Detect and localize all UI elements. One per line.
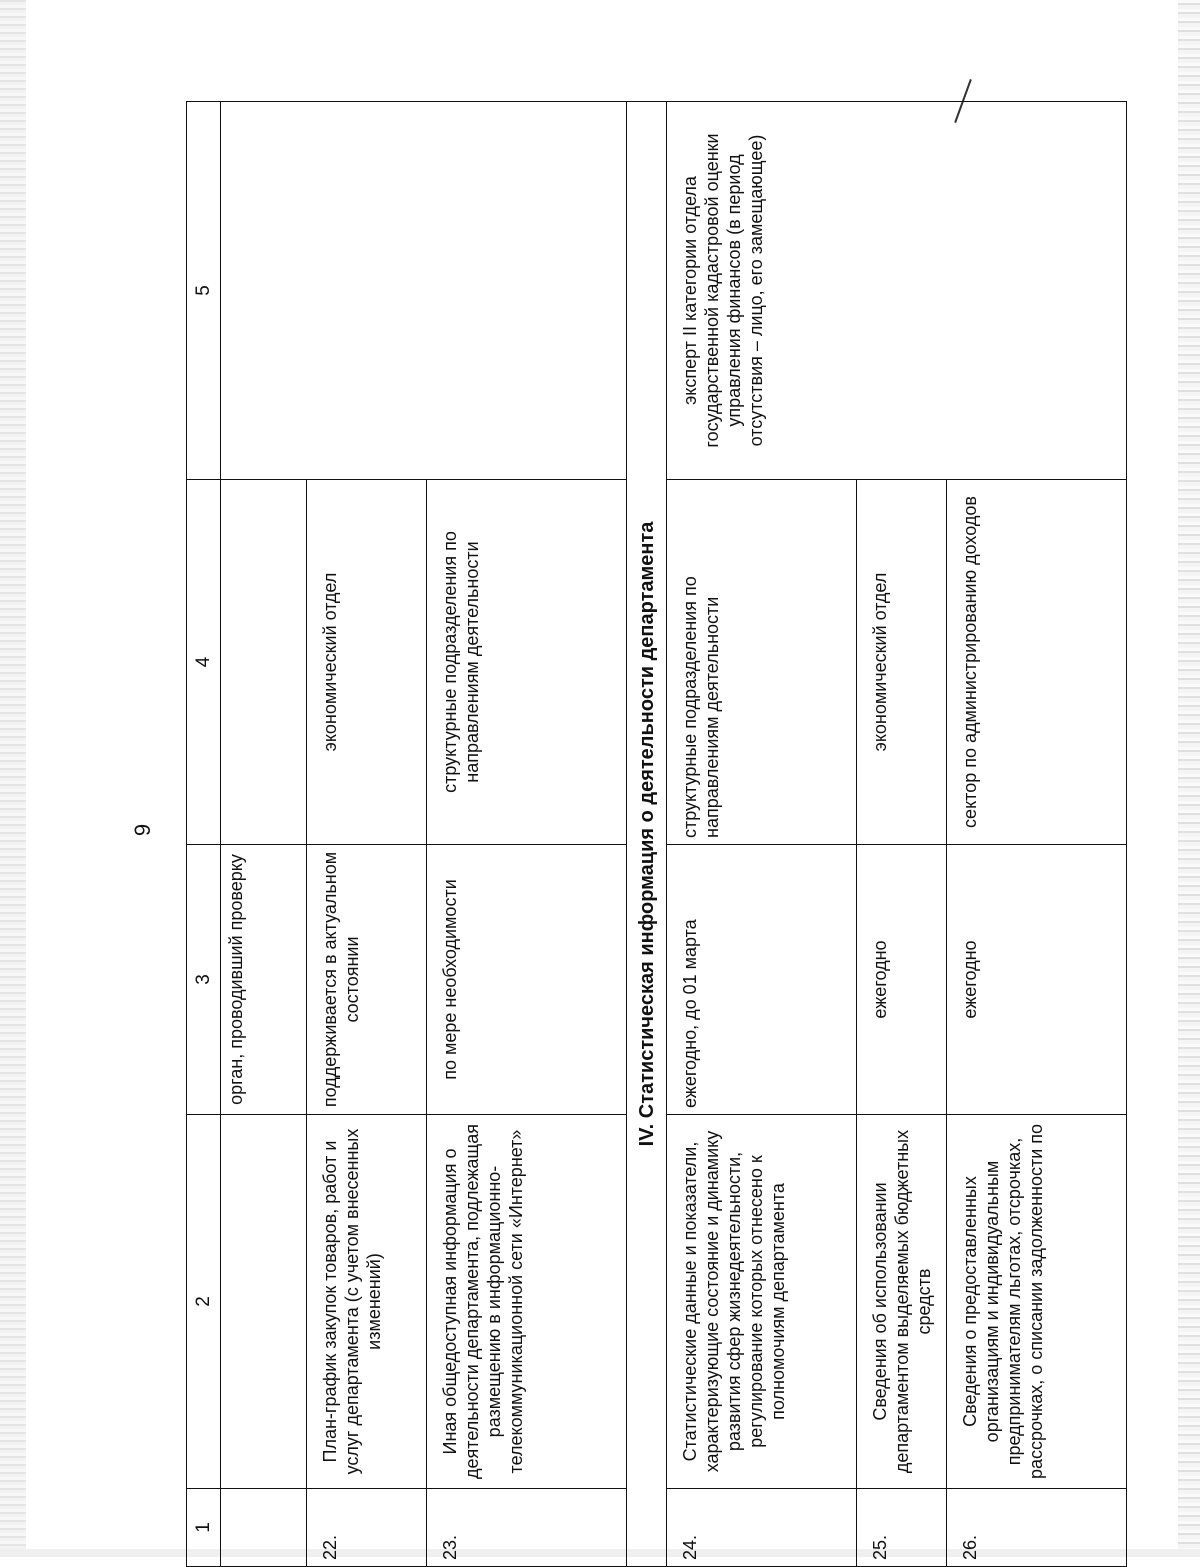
row-number: 24. (667, 1489, 857, 1567)
header-col-1: 1 (187, 1489, 221, 1567)
row-period: ежегодно (857, 845, 947, 1115)
continued-name-cell (221, 1115, 307, 1489)
row-period: поддерживается в актуальном состоянии (307, 845, 427, 1115)
header-col-4: 4 (187, 480, 221, 845)
row-number: 26. (947, 1489, 1127, 1567)
row-name: Иная общедоступная информация о деятельности департамента, подлежащая размещению в информационно-телекоммуникационной сети «Интернет» (427, 1115, 627, 1489)
row-number: 22. (307, 1489, 427, 1567)
header-row (187, 102, 221, 1567)
section-header-row (627, 102, 667, 1567)
rotated-table-container (186, 102, 1126, 1567)
header-col-2: 2 (187, 1115, 221, 1489)
continued-period-cell: орган, проводивший проверку (221, 845, 307, 1115)
header-col-5: 5 (187, 102, 221, 480)
row-number: 25. (857, 1489, 947, 1567)
row-unit: структурные подразделения по направлениям деятельности (427, 480, 627, 845)
row-period: по мере необходимости (427, 845, 627, 1115)
info-table (186, 101, 1127, 1567)
scan-edge-right (1178, 0, 1200, 1557)
row-name: Сведения об использовании департаментом выделяемых бюджетных средств (857, 1115, 947, 1489)
row-unit: структурные подразделения по направлениям деятельности (667, 480, 857, 845)
page-number: 9 (130, 823, 155, 837)
table-row (667, 102, 857, 1567)
row-unit: экономический отдел (307, 480, 427, 845)
continued-num-cell (221, 1489, 307, 1567)
row-unit: сектор по администрированию доходов (947, 480, 1127, 845)
row-period: ежегодно, до 01 марта (667, 845, 857, 1115)
row-name: Статистические данные и показатели, характеризующие состояние и динамику развития сфер жизнедеятельности, регулирование которых отнесено к полномочиям департамента (667, 1115, 857, 1489)
section-title: IV. Статистическая информация о деятельности департамента (627, 102, 667, 1567)
row-unit: экономический отдел (857, 480, 947, 845)
row-name: План-график закупок товаров, работ и услуг департамента (с учетом внесенных изменений) (307, 1115, 427, 1489)
row-number: 23. (427, 1489, 627, 1567)
header-col-3: 3 (187, 845, 221, 1115)
continued-unit-cell (221, 480, 307, 845)
responsible-cell-section-4: эксперт II категории отдела государственной кадастровой оценки управления финансов (в период отсутствия – лицо, его замещающее) (667, 102, 1127, 480)
continued-row (221, 102, 307, 1567)
scan-edge-left (0, 0, 26, 1557)
responsible-cell-section-3 (221, 102, 627, 480)
row-name: Сведения о предоставленных организациям и индивидуальным предпринимателям льготах, отсрочках, рассрочках, о списании задолженности по (947, 1115, 1127, 1489)
row-period: ежегодно (947, 845, 1127, 1115)
